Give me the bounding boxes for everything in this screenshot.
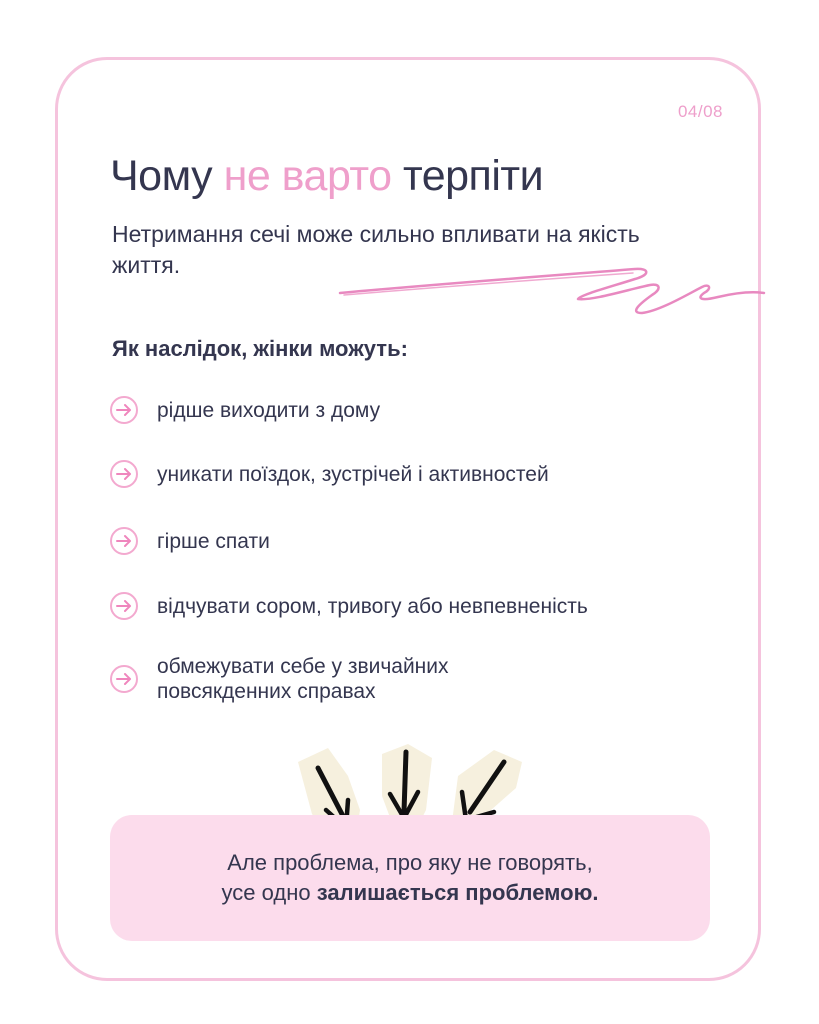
subtitle: Нетримання сечі може сильно впливати на якість життя. [112, 221, 640, 278]
callout-line-2-prefix: усе одно [221, 880, 317, 905]
list-item-text: гірше спати [157, 529, 270, 553]
list-item [110, 396, 380, 424]
list-item [110, 460, 549, 488]
callout-text [222, 848, 599, 908]
arrow-right-icon [110, 527, 138, 555]
squiggle-decoration [330, 255, 770, 325]
arrow-right-icon [110, 665, 138, 693]
list-item-text: рідше виходити з дому [157, 398, 381, 422]
page-number: 04/08 [677, 102, 723, 121]
list-item [110, 654, 557, 704]
callout-line-1: Але проблема, про яку не говорять, [227, 850, 593, 875]
section-heading: Як наслідок, жінки можуть: [112, 336, 408, 361]
arrow-right-icon [110, 592, 138, 620]
list-item-text: обмежувати себе у звичайних повсякденних справах [157, 655, 449, 703]
list-item [110, 592, 588, 620]
callout-line-2-bold: залишається проблемою. [316, 880, 599, 905]
page-title [110, 152, 543, 201]
list-item [110, 527, 270, 555]
arrow-right-icon [110, 396, 138, 424]
title-accent: не варто [223, 152, 392, 200]
callout-box [110, 815, 710, 941]
title-part-start: Чому [110, 152, 224, 200]
title-part-end: терпіти [391, 152, 544, 200]
arrow-right-icon [110, 460, 138, 488]
list-item-text: відчувати сором, тривогу або невпевненість [157, 594, 588, 618]
list-item-text: уникати поїздок, зустрічей і активностей [157, 462, 549, 486]
